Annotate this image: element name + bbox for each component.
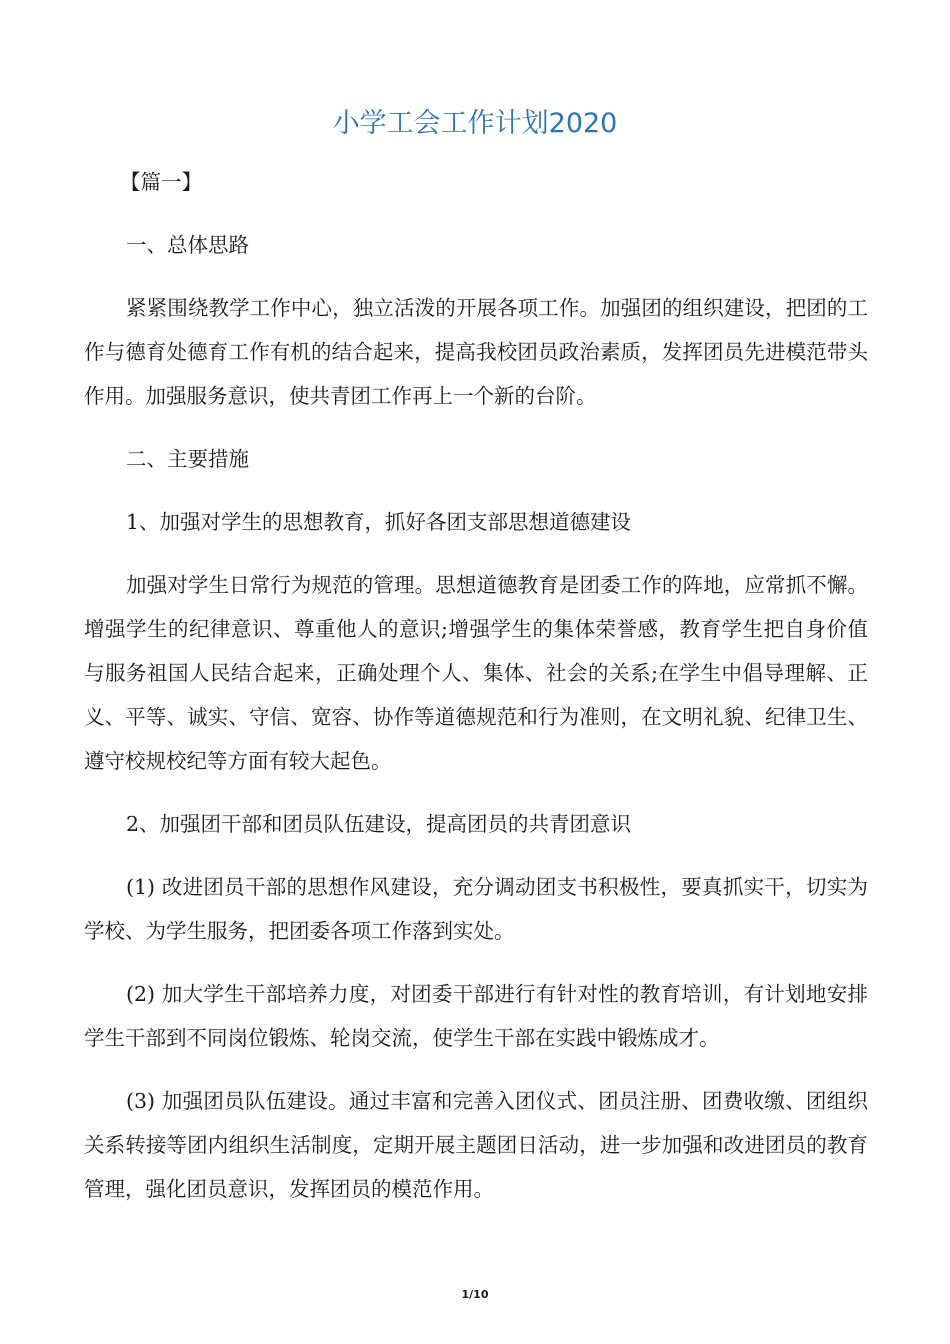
- paragraph-overall-approach: 紧紧围绕教学工作中心，独立活泼的开展各项工作。加强团的组织建设，把团的工作与德育处德育工作有机的结合起来，提高我校团员政治素质，发挥团员先进模范带头作用。加强服务意识，使共青团工作再上一个新的台阶。: [84, 296, 868, 408]
- paragraph-item-2: (2) 加大学生干部培养力度，对团委干部进行有针对性的教育培训，有计划地安排学生干部到不同岗位锻炼、轮岗交流，使学生干部在实践中锻炼成才。: [84, 982, 868, 1050]
- section-heading-main-measures: 二、主要措施: [126, 447, 249, 471]
- paragraph-item-1: (1) 改进团员干部的思想作风建设，充分调动团支书积极性，要真抓实干，切实为学校、为学生服务，把团委各项工作落到实处。: [84, 875, 868, 943]
- subheading-measure-1: 1、加强对学生的思想教育，抓好各团支部思想道德建设: [126, 510, 632, 534]
- page-title: 小学工会工作计划2020: [332, 108, 618, 139]
- document-body: [84, 160, 868, 1230]
- subheading-measure-2: 2、加强团干部和团员队伍建设，提高团员的共青团意识: [126, 812, 632, 836]
- section-heading-part-one: 【篇一】: [120, 170, 202, 194]
- paragraph-item-3: (3) 加强团员队伍建设。通过丰富和完善入团仪式、团员注册、团费收缴、团组织关系转接等团内组织生活制度，定期开展主题团日活动，进一步加强和改进团员的教育管理，强化团员意识，发挥团员的模范作用。: [84, 1089, 868, 1201]
- paragraph-measure-1: 加强对学生日常行为规范的管理。思想道德教育是团委工作的阵地，应常抓不懈。增强学生的纪律意识、尊重他人的意识;增强学生的集体荣誉感，教育学生把自身价值与服务祖国人民结合起来，正确处理个人、集体、社会的关系;在学生中倡导理解、正义、平等、诚实、守信、宽容、协作等道德规范和行为准则，在文明礼貌、纪律卫生、遵守校规校纪等方面有较大起色。: [84, 573, 868, 773]
- section-heading-overall-approach: 一、总体思路: [126, 233, 249, 257]
- page-number: 1/10: [461, 1288, 489, 1301]
